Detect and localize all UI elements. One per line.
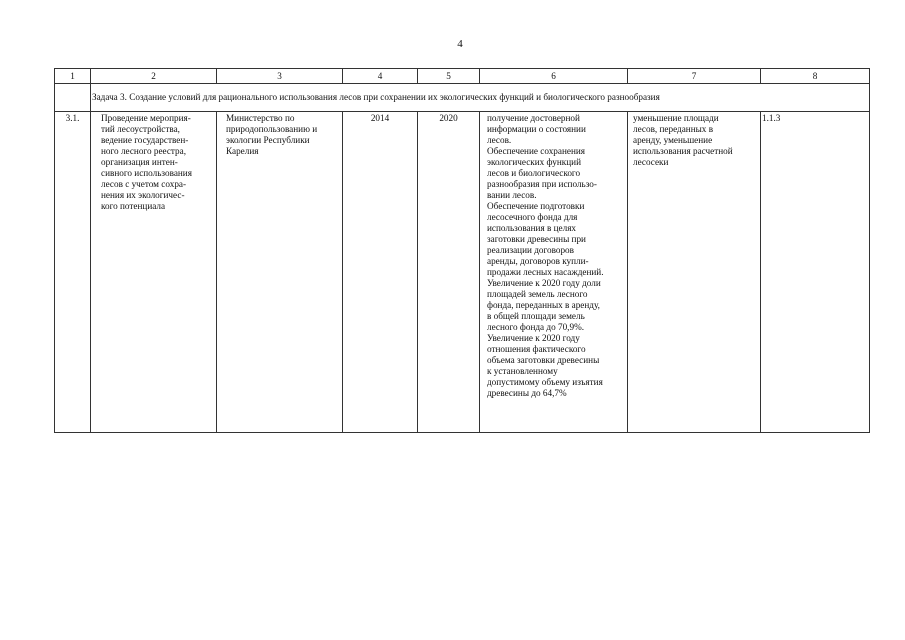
column-header: 3: [217, 69, 343, 84]
column-header: 6: [480, 69, 628, 84]
indicator-link-cell: 1.1.3: [761, 112, 870, 433]
column-header: 7: [628, 69, 761, 84]
start-year-cell: 2014: [343, 112, 418, 433]
task-title: Задача 3. Создание условий для рационального использования лесов при сохранении их экологических функций и биологического разнообразия: [91, 84, 870, 112]
task-row-blank: [55, 84, 91, 112]
column-header: 8: [761, 69, 870, 84]
column-header: 1: [55, 69, 91, 84]
page-number: 4: [457, 38, 463, 50]
column-header: 4: [343, 69, 418, 84]
event-cell: Проведение мероприя- тий лесоустройства, ведение государствен- ного лесного реестра, организация интен- сивного использования лесов с учетом сохра- нения их экологичес- кого потенциала: [91, 112, 217, 433]
expected-result-cell: получение достоверной информации о состоянии лесов. Обеспечение сохранения экологических функций лесов и биологического разнообразия при использо- вании лесов. Обеспечение подготовки лесосечного фонда для использования в целях заготовки древесины при реализации договоров аренды, договоров купли- продажи лесных насаждений. Увеличение к 2020 году доли площадей земель лесного фонда, переданных в аренду, в общей площади земель лесного фонда до 70,9%. Увеличение к 2020 году отношения фактического объема заготовки древесины к установленному допустимому объему изъятия древесины до 64,7%: [480, 112, 628, 433]
task-row: [55, 84, 870, 112]
column-number-row: [55, 69, 870, 84]
end-year-cell: 2020: [418, 112, 480, 433]
table-row: [55, 112, 870, 433]
consequence-cell: уменьшение площади лесов, переданных в аренду, уменьшение использования расчетной лесосеки: [628, 112, 761, 433]
program-table: [54, 68, 870, 433]
column-header: 5: [418, 69, 480, 84]
column-header: 2: [91, 69, 217, 84]
row-number: 3.1.: [55, 112, 91, 433]
executor-cell: Министерство по природопользованию и экологии Республики Карелия: [217, 112, 343, 433]
